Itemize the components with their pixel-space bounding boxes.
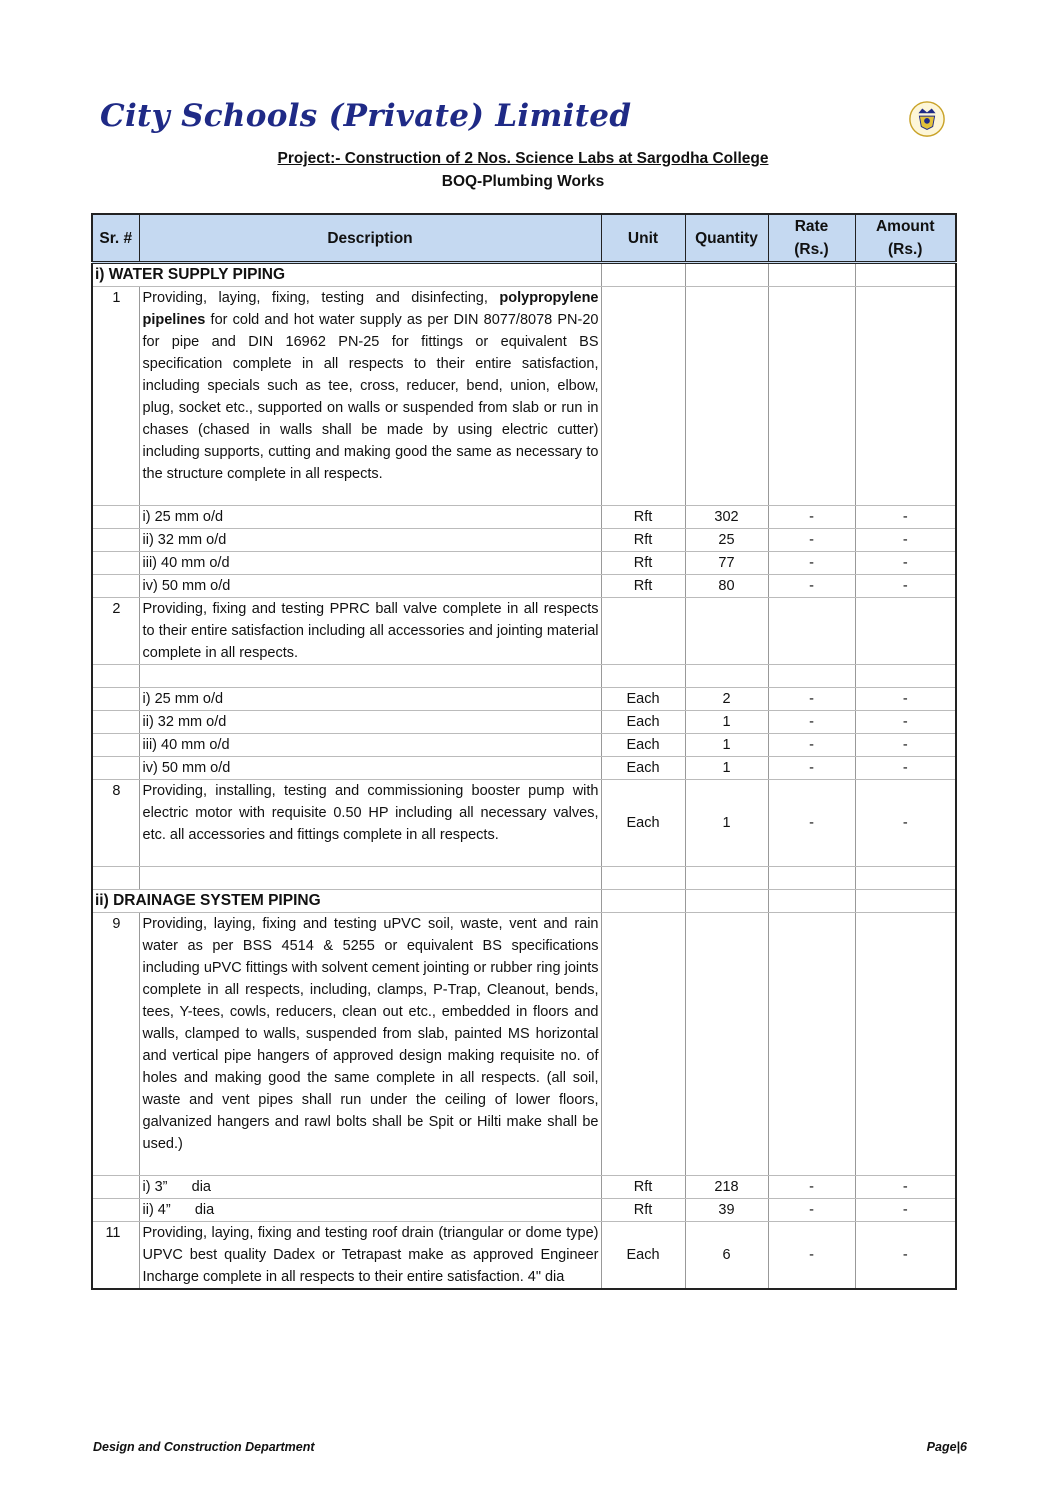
rate-cell: - — [768, 552, 855, 575]
quantity-cell: 1 — [685, 711, 768, 734]
amount-cell: - — [855, 734, 956, 757]
unit-cell: Each — [601, 711, 685, 734]
amount-cell: - — [855, 780, 956, 867]
amount-cell: - — [855, 688, 956, 711]
amount-cell: - — [855, 1222, 956, 1290]
header-amount-line1: Amount — [875, 218, 935, 235]
spacer-row — [92, 867, 956, 890]
section-row — [92, 263, 956, 287]
header-amount — [855, 214, 956, 263]
quantity-cell: 77 — [685, 552, 768, 575]
spacer-row — [92, 665, 956, 688]
item-description: Providing, fixing and testing PPRC ball valve complete in all respects to their entire satisfaction including all accessories and jointing material complete in all respects. — [139, 598, 601, 665]
sub-item-desc: i) 25 mm o/d — [139, 506, 601, 529]
school-crest-logo-icon — [908, 100, 946, 138]
table-row — [92, 1222, 956, 1290]
header-rate — [768, 214, 855, 263]
table-row — [92, 1176, 956, 1199]
boq-table — [91, 213, 957, 1290]
amount-cell: - — [855, 506, 956, 529]
quantity-cell: 1 — [685, 757, 768, 780]
sub-item-desc: ii) 32 mm o/d — [139, 529, 601, 552]
item-description: Providing, laying, fixing and testing roof drain (triangular or dome type) UPVC best quality Dadex or Tetrapast make as approved Engineer Incharge complete in all respects to their entire satisfaction. 4" dia — [139, 1222, 601, 1290]
company-name: City Schools (Private) Limited — [100, 98, 632, 134]
unit-cell: Rft — [601, 529, 685, 552]
quantity-cell: 6 — [685, 1222, 768, 1290]
page-number: Page|6 — [926, 1440, 967, 1454]
amount-cell: - — [855, 1199, 956, 1222]
unit-cell: Each — [601, 734, 685, 757]
item-description: Providing, laying, fixing and testing uPVC soil, waste, vent and rain water as per BSS 4514 & 5255 or equivalent BS specifications including uPVC fittings with solvent cement jointing or rubber ring joints complete in all respects, including, clamps, P-Trap, Cleanout, bends, tees, Y-tees, cowls, reducers, clean out etc., embedded in floors and walls, clamped to walls, suspended from slab, painted MS horizontal and vertical pipe hangers of approved design making requisite no. of holes and making good the same complete in all respects. (all soil, waste and vent pipes shall run under the ceiling of lower floors, galvanized hangers and rawl bolts shall be Spit or Hilti make shall be used.) — [139, 913, 601, 1176]
table-row — [92, 552, 956, 575]
rate-cell: - — [768, 688, 855, 711]
unit-cell: Each — [601, 757, 685, 780]
unit-cell: Rft — [601, 552, 685, 575]
table-row — [92, 688, 956, 711]
sub-item-desc: iv) 50 mm o/d — [139, 575, 601, 598]
amount-cell: - — [855, 529, 956, 552]
unit-cell: Each — [601, 780, 685, 867]
quantity-cell: 302 — [685, 506, 768, 529]
sub-item-desc: iv) 50 mm o/d — [139, 757, 601, 780]
rate-cell: - — [768, 780, 855, 867]
footer-department: Design and Construction Department — [93, 1440, 315, 1454]
quantity-cell: 80 — [685, 575, 768, 598]
rate-cell: - — [768, 529, 855, 552]
item-description: Providing, installing, testing and commissioning booster pump with electric motor with requisite 0.50 HP including all necessary valves, etc. all accessories and fittings complete in all respects. — [139, 780, 601, 867]
header-description: Description — [139, 214, 601, 263]
unit-cell: Each — [601, 688, 685, 711]
quantity-cell: 2 — [685, 688, 768, 711]
header-amount-line2: (Rs.) — [888, 241, 923, 258]
item-number: 2 — [92, 598, 139, 665]
sub-item-desc: ii) 4” dia — [139, 1199, 601, 1222]
desc-text: for cold and hot water supply as per DIN 8077/8078 PN-20 for pipe and DIN 16962 PN-25 for fittings or equivalent BS specification complete in all respects to their entire satisfaction, including specials such as tee, cross, reducer, bend, union, elbow, plug, socket etc., supported on walls or suspended from slab or run in chases (chased in walls shall be made by using electric cutter) including supports, cutting and making good the same as necessary to the structure complete in all respects. — [142, 312, 599, 482]
rate-cell: - — [768, 1199, 855, 1222]
item-number: 9 — [92, 913, 139, 1176]
rate-cell: - — [768, 711, 855, 734]
amount-cell: - — [855, 757, 956, 780]
quantity-cell: 1 — [685, 780, 768, 867]
header-sr: Sr. # — [92, 214, 139, 263]
document-subtitle: BOQ-Plumbing Works — [441, 173, 605, 190]
section-title: i) WATER SUPPLY PIPING — [92, 263, 601, 287]
table-row — [92, 757, 956, 780]
amount-cell: - — [855, 575, 956, 598]
header-unit: Unit — [601, 214, 685, 263]
quantity-cell: 218 — [685, 1176, 768, 1199]
item-number: 11 — [92, 1222, 139, 1290]
unit-cell: Rft — [601, 1176, 685, 1199]
sub-item-desc: i) 3” dia — [139, 1176, 601, 1199]
amount-cell: - — [855, 1176, 956, 1199]
unit-cell: Rft — [601, 506, 685, 529]
table-header-row — [92, 214, 956, 263]
header-rate-line2: (Rs.) — [794, 241, 829, 258]
quantity-cell: 25 — [685, 529, 768, 552]
rate-cell: - — [768, 757, 855, 780]
table-row — [92, 913, 956, 1176]
header-quantity: Quantity — [685, 214, 768, 263]
desc-text: Providing, laying, fixing, testing and disinfecting, — [142, 290, 500, 306]
unit-cell: Rft — [601, 1199, 685, 1222]
table-row — [92, 711, 956, 734]
table-row — [92, 287, 956, 506]
amount-cell: - — [855, 711, 956, 734]
rate-cell: - — [768, 506, 855, 529]
rate-cell: - — [768, 1222, 855, 1290]
sub-item-desc: iii) 40 mm o/d — [139, 552, 601, 575]
unit-cell: Rft — [601, 575, 685, 598]
table-row — [92, 734, 956, 757]
unit-cell: Each — [601, 1222, 685, 1290]
sub-item-desc: i) 25 mm o/d — [139, 688, 601, 711]
table-row — [92, 780, 956, 867]
table-row — [92, 1199, 956, 1222]
amount-cell: - — [855, 552, 956, 575]
item-number: 1 — [92, 287, 139, 506]
quantity-cell: 39 — [685, 1199, 768, 1222]
table-row — [92, 575, 956, 598]
section-row — [92, 890, 956, 913]
table-row — [92, 529, 956, 552]
section-title: ii) DRAINAGE SYSTEM PIPING — [92, 890, 601, 913]
sub-item-desc: iii) 40 mm o/d — [139, 734, 601, 757]
project-title: Project:- Construction of 2 Nos. Science Labs at Sargodha College — [277, 150, 769, 167]
rate-cell: - — [768, 734, 855, 757]
rate-cell: - — [768, 575, 855, 598]
item-description — [139, 287, 601, 506]
rate-cell: - — [768, 1176, 855, 1199]
table-row — [92, 598, 956, 665]
table-row — [92, 506, 956, 529]
desc-bold-text: polypropylene pipelines — [142, 290, 599, 328]
quantity-cell: 1 — [685, 734, 768, 757]
item-number: 8 — [92, 780, 139, 867]
sub-item-desc: ii) 32 mm o/d — [139, 711, 601, 734]
header-rate-line1: Rate — [794, 218, 829, 235]
